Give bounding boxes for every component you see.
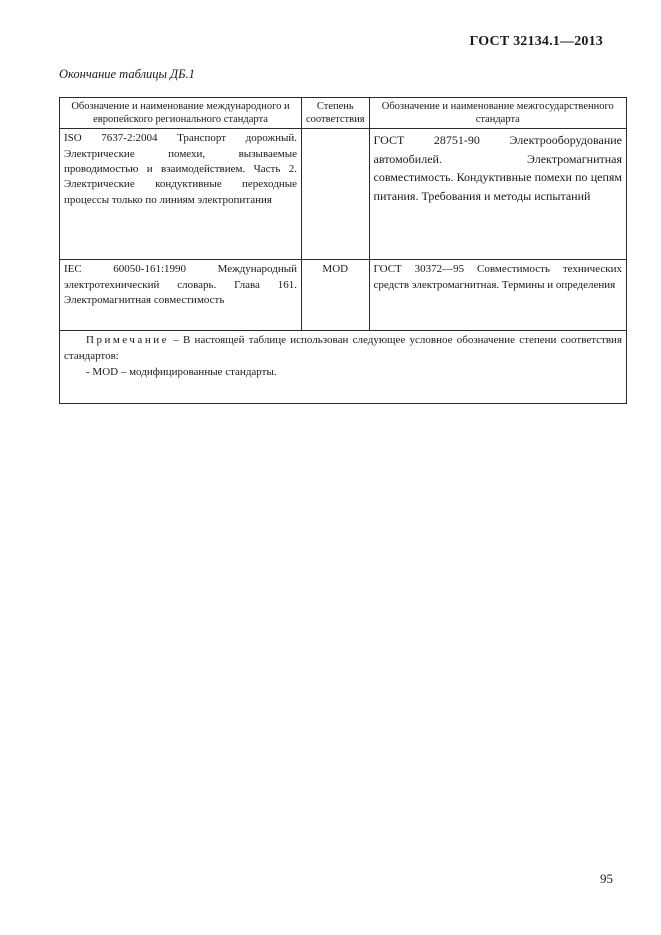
table-header-row xyxy=(60,98,627,129)
note-item: - MOD – модифицированные стандарты. xyxy=(86,366,277,379)
interstate-standard-cell: ГОСТ 28751-90 Электрооборудование автомобилей. Электромагнитная совместимость. Кондуктивные помехи по цепям питания. Требования и методы испытаний xyxy=(369,129,626,260)
column-header-interstate: Обозначение и наименование межгосударственного стандарта xyxy=(369,98,626,129)
page-number: 95 xyxy=(600,871,613,886)
column-header-international: Обозначение и наименование международного и европейского регионального стандарта xyxy=(60,98,302,129)
table-row xyxy=(60,260,627,331)
table-row xyxy=(60,129,627,260)
standards-table xyxy=(59,97,627,404)
note-text xyxy=(64,333,622,365)
column-header-degree: Степень соответствия xyxy=(302,98,370,129)
table-caption: Окончание таблицы ДБ.1 xyxy=(59,67,195,81)
degree-cell xyxy=(302,129,370,260)
note-row xyxy=(60,331,627,404)
note-cell xyxy=(60,331,627,404)
interstate-standard-cell: ГОСТ 30372—95 Совместимость технических средств электромагнитная. Термины и определения xyxy=(369,260,626,331)
document-code: ГОСТ 32134.1—2013 xyxy=(469,34,603,49)
degree-cell: MOD xyxy=(302,260,370,331)
note-label: Примечание xyxy=(86,334,169,347)
note-body: – В настоящей таблице использован следующее условное обозначение степени соответствия стандартов: xyxy=(64,334,622,363)
international-standard-cell: ISO 7637-2:2004 Транспорт дорожный. Электрические помехи, вызываемые проводимостью и взаимодействием. Часть 2. Электрические кондуктивные переходные процессы только по линиям электропитания xyxy=(60,129,302,260)
international-standard-cell: IEC 60050-161:1990 Международный электротехнический словарь. Глава 161. Электромагнитная совместимость xyxy=(60,260,302,331)
